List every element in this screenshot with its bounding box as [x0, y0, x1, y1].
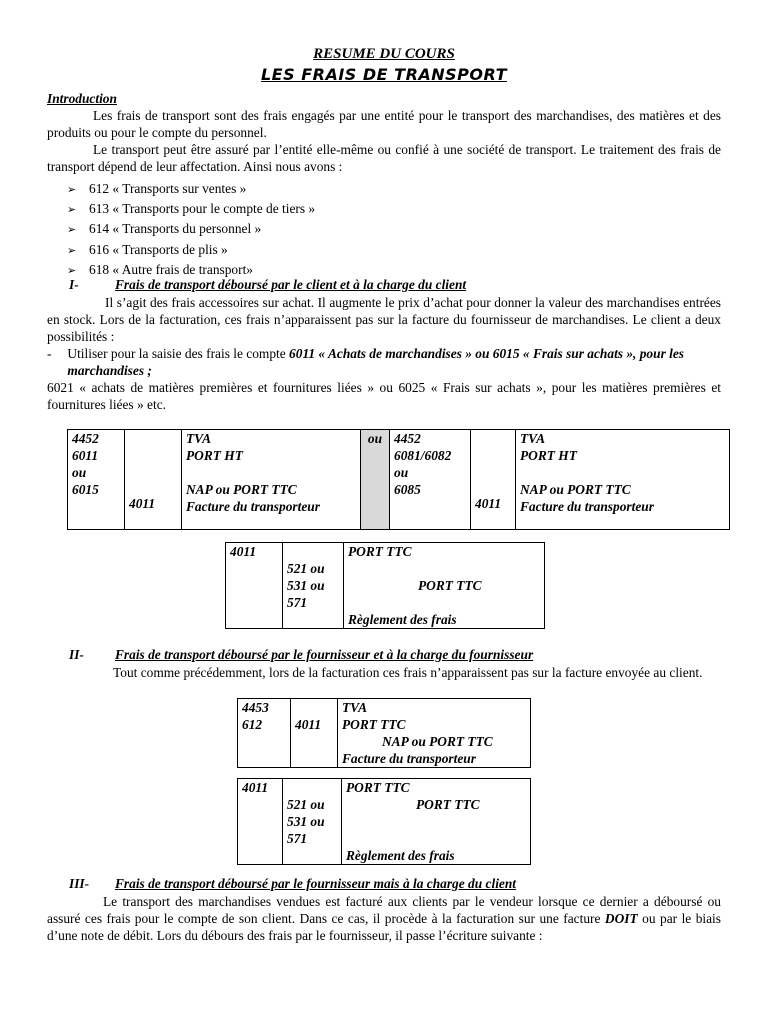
- section-2-heading: II- Frais de transport déboursé par le fournisseur et à la charge du fournisseur: [69, 647, 534, 662]
- debit-accounts: 4453 612: [238, 699, 291, 768]
- credit-accounts: 521 ou 531 ou 571: [283, 543, 344, 629]
- document-title: RESUME DU COURS: [313, 46, 455, 62]
- arrow-bullet-icon: ➢: [67, 263, 77, 277]
- section-1-paragraph-2: 6021 « achats de matières premières et fournitures liées » ou 6025 « Frais sur achats », pour les matières premières et fournitures liées » etc.: [47, 380, 721, 412]
- section-2-paragraph: Tout comme précédemment, lors de la facturation ces frais n’apparaissent pas sur la facture envoyée au client.: [113, 665, 703, 680]
- arrow-bullet-icon: ➢: [67, 183, 77, 196]
- arrow-bullet-icon: ➢: [67, 203, 77, 217]
- credit-account: 4011: [291, 699, 338, 768]
- entry-labels-left: TVA PORT HT NAP ou PORT TTC Facture du transporteur: [182, 430, 361, 530]
- section-3-paragraph: Le transport des marchandises vendues est facturé aux clients par le vendeur lorsque ce dernier a déboursé ou assuré ces frais pour le compte de son client. Dans ce cas, il procède à la facturation sur une facture DOIT ou par le biais d’une note de débit. Lors du débours des frais par le fournisseur, il passe l’écriture suivante :: [47, 894, 721, 943]
- credit-account-right: 4011: [471, 430, 516, 530]
- arrow-bullet-icon: ➢: [67, 223, 77, 237]
- list-item: ➢ 616 « Transports de plis »: [67, 240, 721, 260]
- section-3-heading: III- Frais de transport déboursé par le fournisseur mais à la charge du client: [69, 876, 517, 891]
- journal-entry-supplier-invoice: [237, 698, 531, 768]
- section-2: [47, 646, 721, 681]
- entry-labels-right: TVA PORT HT NAP ou PORT TTC Facture du transporteur: [516, 430, 730, 530]
- account-list: [47, 179, 721, 280]
- list-item: ➢ 618 « Autre frais de transport»: [67, 260, 721, 280]
- journal-entry-payment-1: [225, 542, 545, 629]
- entry-labels: TVA PORT TTC NAP ou PORT TTC Facture du transporteur: [338, 699, 531, 768]
- section-3: [47, 875, 721, 944]
- document-header: [0, 44, 768, 86]
- list-item: ➢ 613 « Transports pour le compte de tiers »: [67, 199, 721, 219]
- debit-account: 4011: [238, 779, 283, 865]
- credit-accounts: 521 ou 531 ou 571: [283, 779, 342, 865]
- introduction-heading: Introduction: [47, 91, 117, 106]
- debit-accounts-left: 4452 6011 ou 6015: [68, 430, 125, 530]
- entry-labels: PORT TTC PORT TTC Règlement des frais: [344, 543, 545, 629]
- list-item: ➢ 612 « Transports sur ventes »: [67, 179, 721, 199]
- document-subtitle: LES FRAIS DE TRANSPORT: [260, 65, 508, 84]
- journal-entry-transport-invoice: [67, 429, 730, 530]
- entry-labels: PORT TTC PORT TTC Règlement des frais: [342, 779, 531, 865]
- arrow-bullet-icon: ➢: [67, 243, 77, 257]
- intro-paragraph-1: Les frais de transport sont des frais engagés par une entité pour le transport des marchandises, des matières et des produits ou pour le compte du personnel.: [47, 108, 721, 140]
- list-item: ➢ 614 « Transports du personnel »: [67, 219, 721, 239]
- debit-accounts-right: 4452 6081/6082 ou 6085: [390, 430, 471, 530]
- section-1: [47, 276, 721, 413]
- or-separator: ou: [361, 430, 390, 530]
- intro-paragraph-2: Le transport peut être assuré par l’entité elle-même ou confié à une société de transport. Le traitement des frais de transport dépend de leur affectation. Ainsi nous avons :: [47, 142, 721, 174]
- section-1-option: - Utiliser pour la saisie des frais le compte 6011 « Achats de marchandises » ou 6015 « Frais sur achats », pour les marchandises ;: [47, 346, 685, 378]
- journal-entry-payment-2: [237, 778, 531, 865]
- section-1-heading: I- Frais de transport déboursé par le client et à la charge du client: [69, 277, 467, 292]
- debit-account: 4011: [226, 543, 283, 629]
- credit-account-left: 4011: [125, 430, 182, 530]
- section-1-paragraph-1: Il s’agit des frais accessoires sur achat. Il augmente le prix d’achat pour donner la valeur des marchandises entrées en stock. Lors de la facturation, ces frais n’apparaissent pas sur la facture du fournisseur de marchandises. Le client a deux possibilités :: [47, 295, 721, 344]
- introduction-section: [47, 89, 721, 280]
